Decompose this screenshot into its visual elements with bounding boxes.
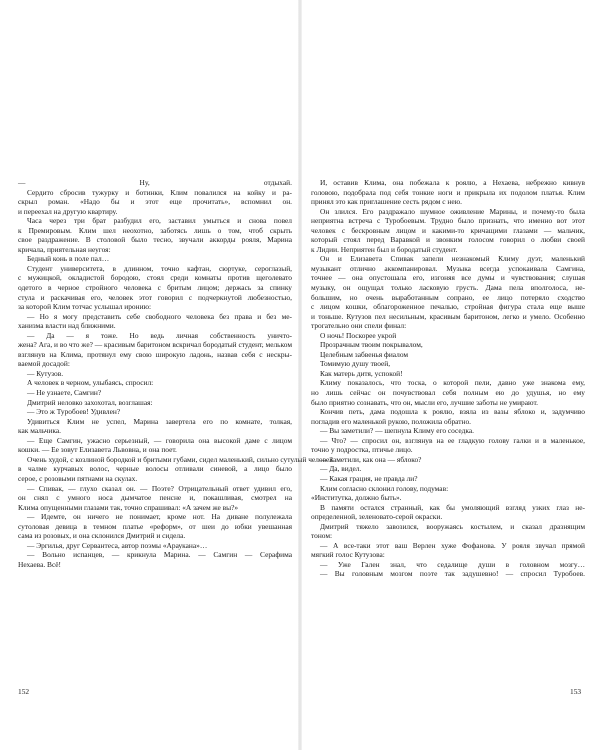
text-line: к Лидии. Неприятен был и бородатый студент. bbox=[311, 244, 458, 254]
text-line: Сердито сбросив тужурку и ботинки, Клим повалился на койку и ра- bbox=[27, 187, 292, 197]
text-line: музыкант отлично аккомпанировал. Музыка всегда успокаивала Самгина, bbox=[311, 263, 585, 273]
text-line: сутоловая девица в темном платье «реформ», от шеи до юбки увешанная bbox=[18, 521, 292, 531]
text-line: мягкий голос Кутузова: bbox=[311, 550, 385, 560]
right-page bbox=[311, 178, 585, 698]
text-line: Очень худой, с козлиной бородкой и бритыми губами, сидел маленький, сильно сутулый человек bbox=[27, 454, 333, 464]
text-line: но лишь сейчас он почувствовал себя полным ею до удушья, но ему bbox=[311, 388, 585, 398]
text-line: — Но я могу представить себе свободного человека без права и без ме- bbox=[27, 311, 292, 321]
text-line: который стоял перед Варавкой и звонким голосом говорил о любви своей bbox=[311, 235, 585, 245]
text-line: музыку, он ощущал только ласковую грусть. Дама пела вполголоса, не- bbox=[311, 283, 585, 293]
text-line: серое, с розовыми пятнами на скулах. bbox=[18, 473, 138, 483]
text-line: тоном: bbox=[311, 531, 333, 541]
text-line: — Это ж Туробоев! Удивлен? bbox=[27, 407, 121, 417]
text-line: Климу показалось, что тоска, о которой пели, давно уже знакома ему, bbox=[320, 378, 585, 388]
text-line: — Кутузов. bbox=[27, 368, 64, 378]
verse-line: Целебным забвенья фиалом bbox=[320, 349, 409, 359]
text-line: погладив его маленькой рукою, положила обратно. bbox=[311, 416, 471, 426]
page-number-left: 152 bbox=[18, 687, 30, 696]
text-line: — Что? — спросил он, взглянув на ее гладкую голову галки и в маленькое, bbox=[320, 435, 585, 445]
text-line: Часа через три брат разбудил его, заставил умыться и снова повел bbox=[27, 216, 292, 226]
text-line: с лицом кошки, облагороженное печалью, стройная фигура стала еще выше bbox=[311, 302, 585, 312]
text-line: — Не узнаете, Самгин? bbox=[27, 388, 102, 398]
text-line: «Институтка, должно быть». bbox=[311, 493, 402, 503]
text-line: — Ну, отдыхай. bbox=[18, 178, 292, 187]
text-line: — Заметили, как она — яблоко? bbox=[320, 454, 422, 464]
text-line: Он злился. Его раздражало шумное оживление Марины, и почему-то была bbox=[320, 206, 585, 216]
text-line: к Премировым. Клим шел неохотно, заботясь лишь о том, чтоб скрыть bbox=[18, 225, 292, 235]
text-line: точнее — она опустошала его, изгоняя все думы и чувствования; слушая bbox=[311, 273, 585, 283]
text-line: — Еще Самгин, ужасно серьезный, — говорила она высокой даме с лицом bbox=[27, 435, 292, 445]
text-line: Дмитрий тяжело завозился, вооружаясь костылем, и сказал дразнящим bbox=[320, 521, 585, 531]
verse-line: Как матерь дитя, успокой! bbox=[320, 368, 403, 378]
text-line: — Вы головным мозгом поэте так задушевно! — спросил Туробоев. bbox=[320, 569, 585, 579]
text-line: — Да — я тоже. Но ведь личная собственность уничто- bbox=[27, 330, 292, 340]
text-line: свое раздражение. В столовой было тесно, звучали аккорды рояля, Марина bbox=[18, 235, 292, 245]
verse-line: Прозрачным твоим покрывалом, bbox=[320, 340, 423, 350]
text-line: Клим согласно склонил голову, подумав: bbox=[320, 483, 449, 493]
text-line: — А все-таки этот ваш Верлен хуже Фофанова. У рояля звучал прямой bbox=[320, 540, 585, 550]
text-line: В памяти остался странный, как бы умоляющий взгляд узких глаз не- bbox=[320, 502, 585, 512]
text-line: — Уже Гален знал, что седалище души в головном мозгу… bbox=[320, 559, 585, 569]
text-line: принял это как приглашение сесть рядом с нею. bbox=[311, 197, 463, 207]
text-line: взглянув на Клима, протянул ему свою широкую ладонь, назвав себя с нескры- bbox=[18, 349, 292, 359]
text-line: Удивиться Клим не успел, Марина завертела его по комнате, толкая, bbox=[27, 416, 292, 426]
text-line: определенной, зеленовато-серой окраски. bbox=[311, 512, 443, 522]
text-line: — Эргилья, друг Сервантеса, автор поэмы «Араукана»… bbox=[27, 540, 208, 550]
text-line: как мальчика. bbox=[18, 426, 61, 436]
text-line: головою, подобрала под себя тонкие ноги и прикрыла их подолом платья. Клим bbox=[311, 187, 585, 197]
text-line: Кончив петь, дама подошла к роялю, взяла из вазы яблоко и, задумчиво bbox=[320, 407, 585, 417]
verse-line: Бедный конь в поле пал… bbox=[27, 254, 110, 264]
text-line: с мужицкой, окладистой бородою, стоял среди комнаты против щеголевато bbox=[18, 273, 292, 283]
text-line: скрыл роман. «Надо бы и этот еще прочитать», вспомнил он. bbox=[18, 197, 292, 207]
left-page bbox=[18, 178, 333, 698]
text-line: И, оставив Клима, она побежала к роялю, а Нехаева, небрежно кивнув bbox=[320, 178, 585, 187]
text-line: было приятно сознавать, что он, мысли его, лучшие заботы не умирают. bbox=[311, 397, 538, 407]
text-line: жена? Ага, и во что же? — красивым баритоном вскричал бородатый студент, мельком bbox=[18, 340, 292, 350]
text-line: — Да, видел. bbox=[320, 464, 362, 474]
book-gutter bbox=[298, 0, 302, 750]
text-line: в чалме курчавых волос, черные волосы отливали синевой, а лицо было bbox=[18, 464, 292, 474]
text-line: Клима опущенными глазами так, точно спрашивал: «А зачем же вы?» bbox=[18, 502, 239, 512]
text-line: — Идемте, он ничего не понимает, кроме нот. На диване полулежала bbox=[27, 512, 292, 522]
text-line: он снял с умного носа дымчатое пенсне и, покашливая, смотрел на bbox=[18, 493, 292, 503]
text-line: и переехал на другую квартиру. bbox=[18, 206, 118, 216]
text-line: — Какая грация, не правда ли? bbox=[320, 473, 418, 483]
text-line: человек с бескровным лицом и какими-то кричащими глазами — мальчик, bbox=[311, 225, 585, 235]
text-line: ханизма власти над ближними. bbox=[18, 321, 116, 331]
text-line: за которой Клим тотчас услышал иронию: bbox=[18, 302, 152, 312]
page-number-right: 153 bbox=[570, 687, 582, 696]
text-line: Он и Елизавета Спивак запели незнакомый Климу дуэт, маленький bbox=[320, 254, 585, 264]
text-line: стула и раскачивая его, человек этот говорил с подчеркнутой любезностью, bbox=[18, 292, 292, 302]
text-line: Студент университета, в длинном, точно кафтан, сюртуке, сероглазый, bbox=[27, 263, 292, 273]
verse-line: О ночь! Поскорее укрой bbox=[320, 330, 397, 340]
text-line: сама из розовых, и она склонился Дмитрий и сидела. bbox=[18, 531, 186, 541]
text-line: Нехаева. Всё! bbox=[18, 559, 61, 569]
text-line: большим, но очень выработанным сопрано, ее лицо потеряло сходство bbox=[311, 292, 585, 302]
text-line: кричала, приятельная неугоя: bbox=[18, 244, 111, 254]
verse-line: Томимую душу твоей, bbox=[320, 359, 391, 369]
text-line: трогательно они спели финал: bbox=[311, 321, 407, 331]
text-line: точно у подростка, птичье лицо. bbox=[311, 445, 413, 455]
text-line: — Вольно испанцев, — крикнула Марина. — Самгин — Серафима bbox=[27, 550, 292, 560]
text-line: одетого в черное стройного человека с бритым лицом; держась за спинку bbox=[18, 283, 292, 293]
text-line: — Вы заметили? — шепнула Климу его соседка. bbox=[320, 426, 474, 436]
text-line: и тоньше. Кутузов пел несильным, красивым баритоном, легко и умело. Особенно bbox=[311, 311, 585, 321]
text-line: неприятна встреча с Туробоевым. Трудно было признать, что именно вот этот bbox=[311, 216, 585, 226]
text-line: А человек в черном, улыбаясь, спросил: bbox=[27, 378, 154, 388]
text-line: Дмитрий неловко захохотал, возглашая: bbox=[27, 397, 153, 407]
text-line: ваемой досадой: bbox=[18, 359, 70, 369]
text-line: — Спивак, — глухо сказал он. — Поэте? Отрицательный ответ удивил его, bbox=[27, 483, 292, 493]
text-line: кошки. — Ее зовут Елизавета Львовна, и она поет. bbox=[18, 445, 177, 455]
